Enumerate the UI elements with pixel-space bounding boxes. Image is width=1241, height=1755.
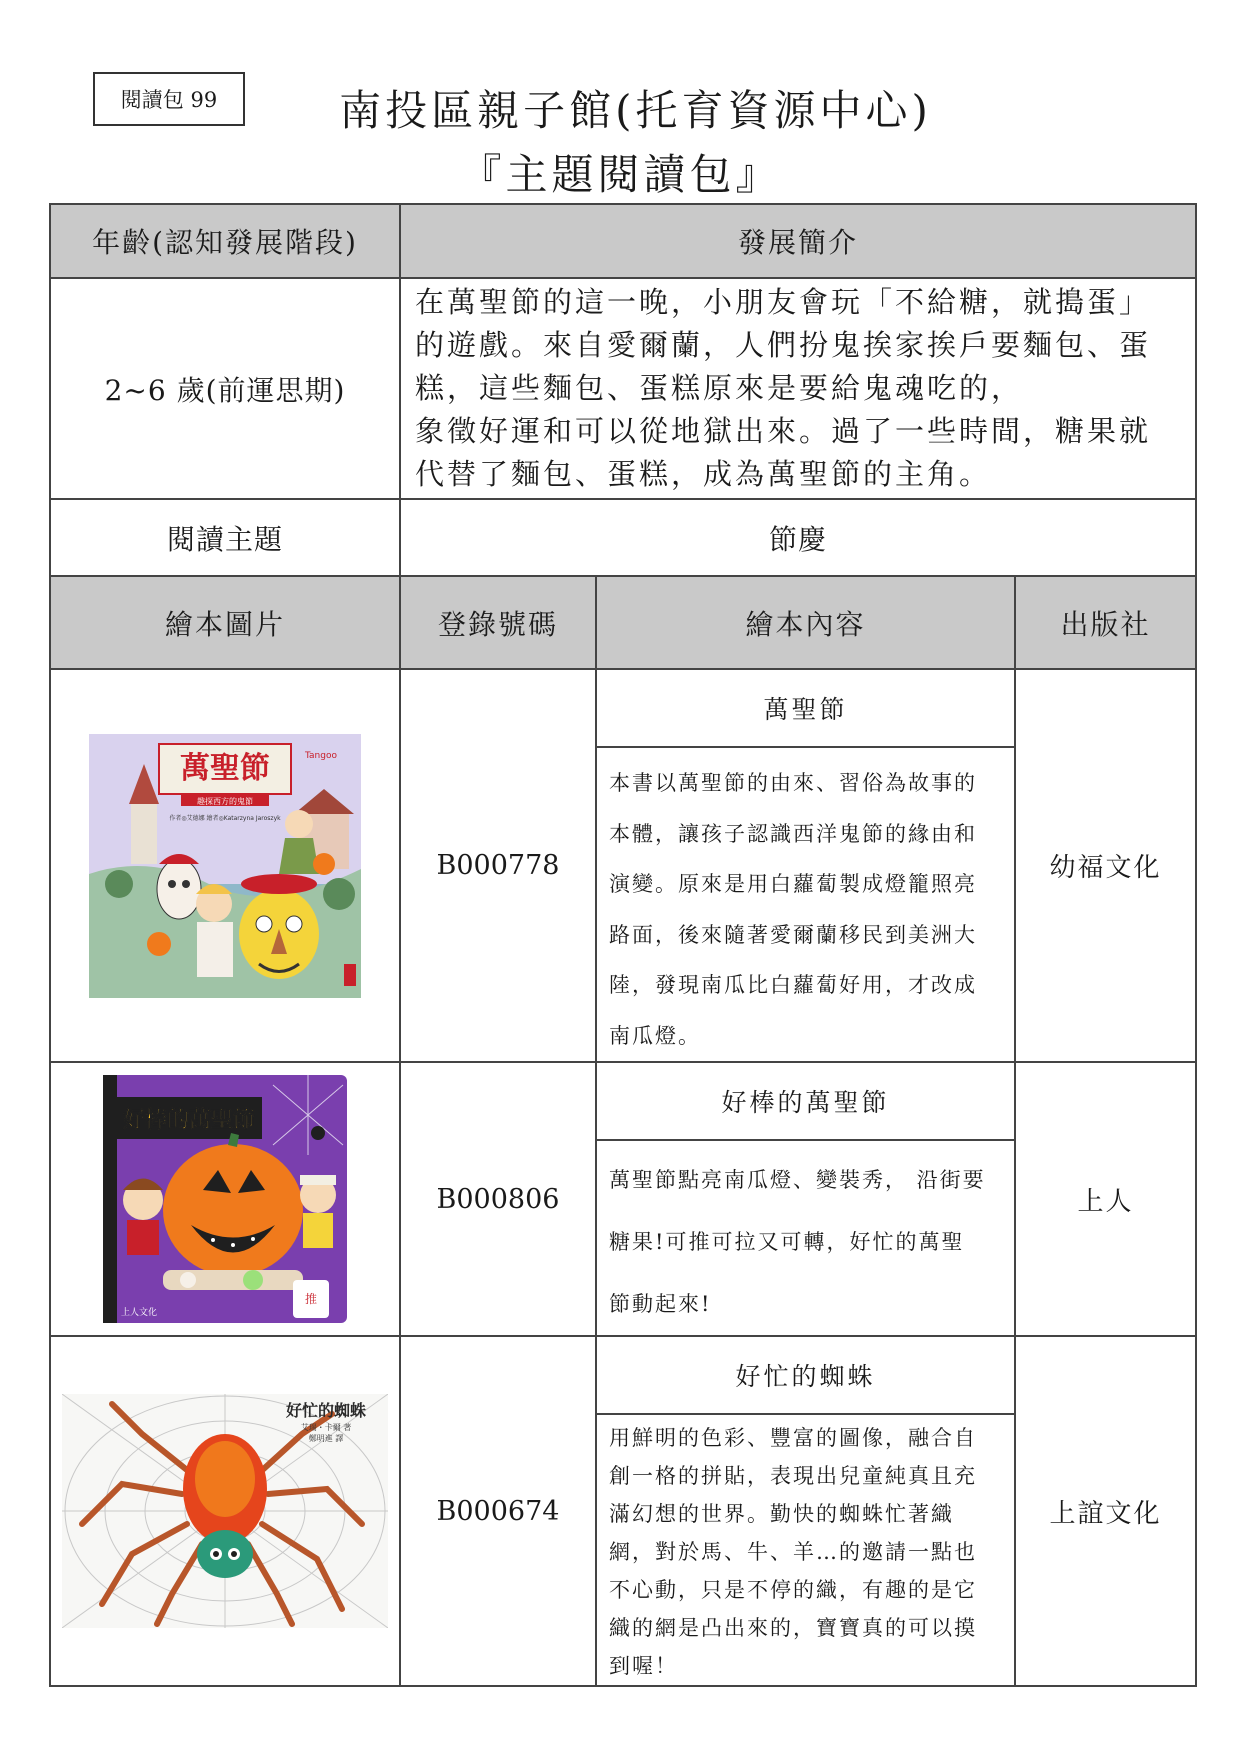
cover-title: 好忙的蜘蛛 (285, 1401, 367, 1420)
book-cover-cell (50, 1336, 400, 1686)
desc-line: 南瓜燈。 (609, 1023, 701, 1048)
column-header-publisher: 出版社 (1015, 576, 1196, 669)
page-title: 南投區親子館(托育資源中心) (339, 86, 932, 135)
intro-header: 發展簡介 (400, 204, 1196, 278)
cover-title: 萬聖節 (180, 750, 270, 786)
cover-translator: 鄭明進 譯 (308, 1434, 344, 1443)
reading-pack-table (49, 203, 1197, 1687)
cover-brand: Tangoo (305, 750, 337, 761)
desc-line: 不心動，只是不停的織，有趣的是它 (609, 1578, 977, 1602)
book-publisher: 上誼文化 (1015, 1336, 1196, 1686)
desc-line: 陸，發現南瓜比白蘿蔔好用，才改成 (609, 973, 977, 997)
book-cover-halloween (89, 734, 361, 998)
book-title: 好棒的萬聖節 (597, 1063, 1014, 1141)
desc-line: 節動起來! (609, 1292, 712, 1316)
desc-line: 萬聖節點亮南瓜燈、變裝秀， 沿街要 (609, 1168, 986, 1192)
theme-value: 節慶 (400, 499, 1196, 576)
book-content (596, 1336, 1015, 1686)
table-row (50, 1336, 1196, 1686)
intro-line: 糕，這些麵包、蛋糕原來是要給鬼魂吃的， (415, 371, 1024, 405)
book-code: B000674 (400, 1336, 596, 1686)
desc-line: 用鮮明的色彩、豐富的圖像，融合自 (609, 1426, 977, 1450)
theme-label: 閱讀主題 (50, 499, 400, 576)
desc-line: 網，對於馬、牛、羊…的邀請一點也 (609, 1540, 977, 1564)
book-publisher: 幼福文化 (1015, 669, 1196, 1062)
intro-line: 象徵好運和可以從地獄出來。過了一些時間，糖果就 (415, 414, 1152, 448)
cover-subtitle: 趣探西方的鬼節 (197, 796, 253, 806)
intro-line: 在萬聖節的這一晚，小朋友會玩「不給糖，就搗蛋」 (415, 285, 1152, 319)
cover-author: 艾瑞・卡爾 著 (300, 1423, 352, 1432)
age-header: 年齡(認知發展階段) (50, 204, 400, 278)
cover-brand: 上人文化 (120, 1308, 158, 1318)
desc-line: 到喔！ (609, 1654, 678, 1678)
column-header-content: 繪本內容 (596, 576, 1015, 669)
cover-tag: 推 (304, 1292, 318, 1306)
intro-text (400, 278, 1196, 499)
column-header-code: 登錄號碼 (400, 576, 596, 669)
book-title: 好忙的蜘蛛 (597, 1337, 1014, 1415)
column-header-image: 繪本圖片 (50, 576, 400, 669)
table-row (50, 669, 1196, 1062)
book-publisher: 上人 (1015, 1062, 1196, 1336)
book-code: B000806 (400, 1062, 596, 1336)
book-cover-great-halloween (103, 1075, 347, 1323)
book-content (596, 669, 1015, 1062)
desc-line: 演變。原來是用白蘿蔔製成燈籠照亮 (609, 872, 977, 896)
cover-credit: 作者◎艾德娜 繪者◎Katarzyna Jaroszyk (169, 814, 281, 822)
book-description (597, 1141, 1014, 1335)
intro-line: 的遊戲。來自愛爾蘭，人們扮鬼挨家挨戶要麵包、蛋 (415, 328, 1152, 362)
table-row (50, 1062, 1196, 1336)
book-description (597, 748, 1014, 1061)
cover-title: 好棒的萬聖節 (122, 1108, 256, 1133)
pack-label: 閱讀包 99 (93, 72, 245, 126)
desc-line: 織的網是凸出來的，寶寶真的可以摸 (609, 1616, 977, 1640)
intro-line: 代替了麵包、蛋糕，成為萬聖節的主角。 (415, 457, 992, 491)
book-description (597, 1415, 1014, 1685)
desc-line: 路面，後來隨著愛爾蘭移民到美洲大 (609, 922, 977, 947)
age-value: 2~6 歲(前運思期) (50, 278, 400, 499)
page-subtitle: 『主題閱讀包』 (459, 150, 782, 199)
desc-line: 糖果!可推可拉又可轉，好忙的萬聖 (609, 1230, 965, 1254)
desc-line: 滿幻想的世界。勤快的蜘蛛忙著織 (609, 1502, 954, 1526)
desc-line: 本書以萬聖節的由來、習俗為故事的 (609, 771, 977, 795)
book-code: B000778 (400, 669, 596, 1062)
desc-line: 創一格的拼貼，表現出兒童純真且充 (609, 1464, 977, 1488)
book-cover-busy-spider (62, 1394, 388, 1628)
book-title: 萬聖節 (597, 670, 1014, 748)
desc-line: 本體，讓孩子認識西洋鬼節的緣由和 (609, 821, 977, 846)
book-content (596, 1062, 1015, 1336)
book-cover-cell (50, 1062, 400, 1336)
book-cover-cell (50, 669, 400, 1062)
